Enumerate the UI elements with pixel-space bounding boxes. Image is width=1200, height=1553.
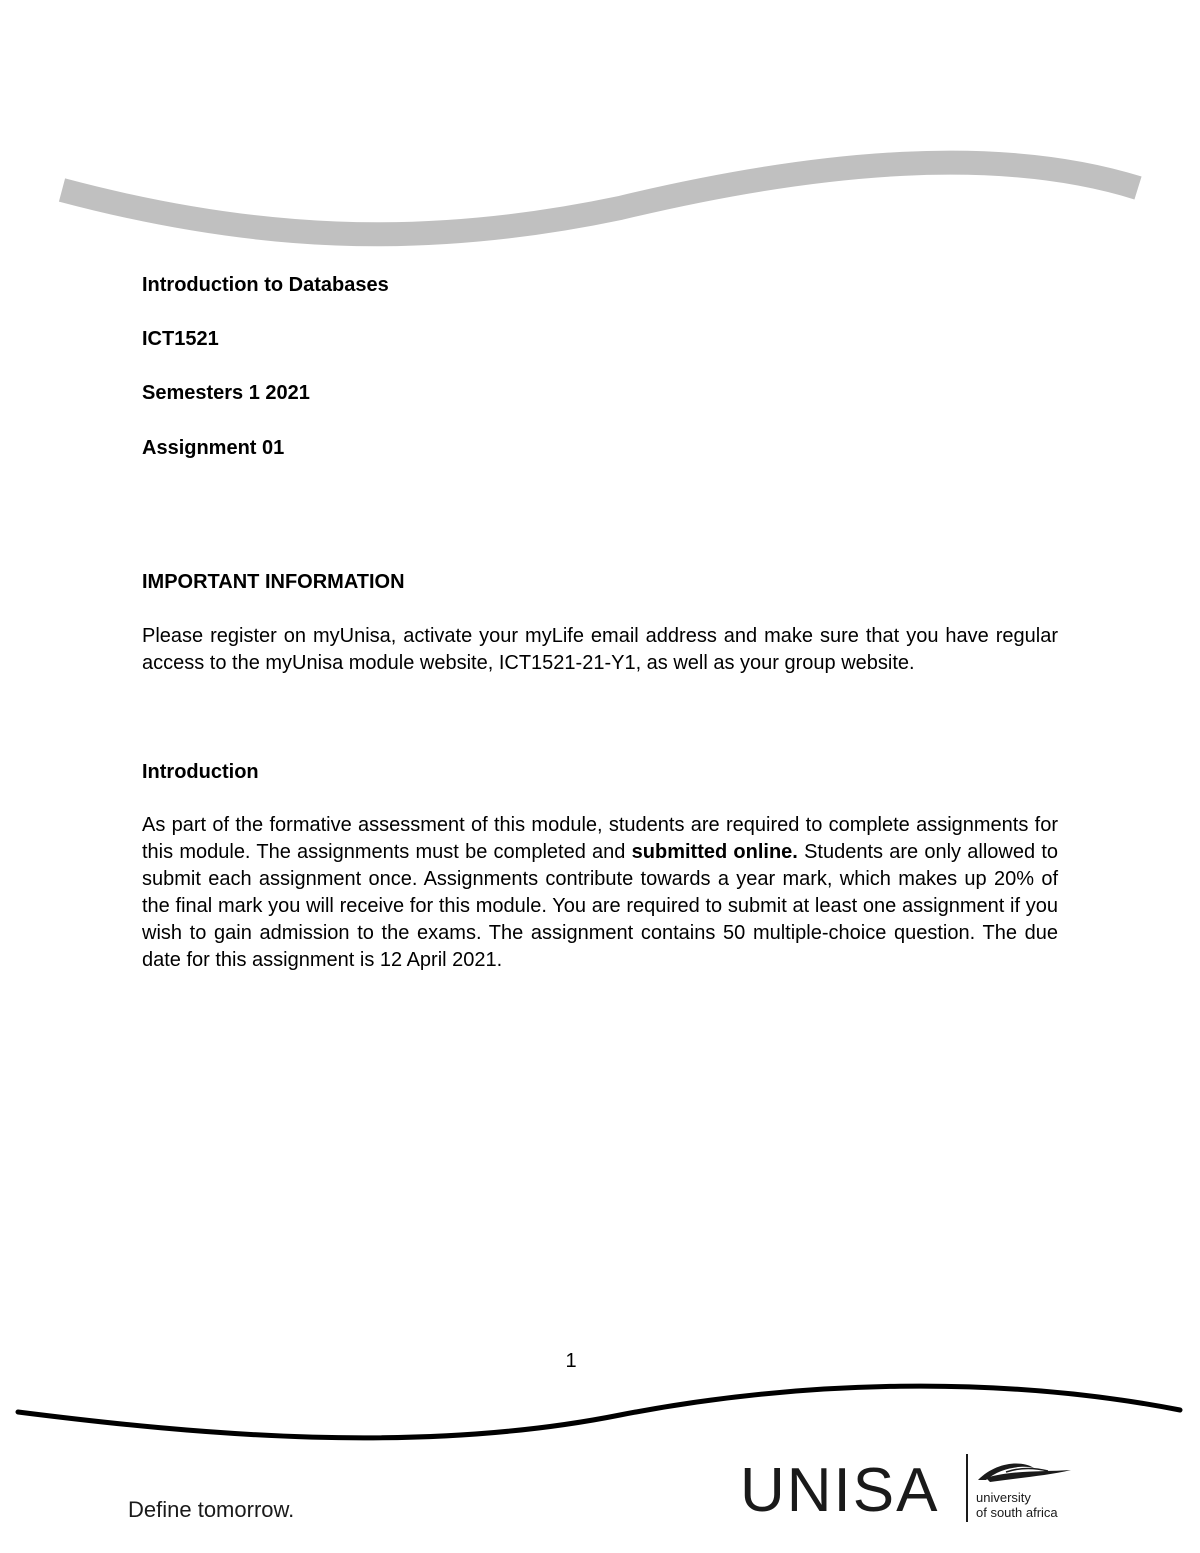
logo-divider [966, 1454, 968, 1522]
logo-subtitle-line1: university [976, 1490, 1031, 1505]
top-wave-decoration [0, 130, 1200, 260]
page-number: 1 [565, 1350, 577, 1372]
important-info-heading: IMPORTANT INFORMATION [142, 571, 405, 593]
introduction-text-part2: Students are only allowed to submit each assignment once. Assignments contribute towards a year mark, which makes up 20% of the final mark you will receive for this module. You are required to submit at least one assignment if you wish to gain admission to the exams. The assignment contains 50 multiple-choice question. The due date for this assignment is 12 April 2021. [142, 841, 1058, 971]
bottom-wave-decoration [0, 1360, 1200, 1460]
introduction-text [142, 812, 1058, 974]
introduction-text-bold: submitted online. [631, 841, 798, 863]
semester-label: Semesters 1 2021 [142, 382, 310, 404]
logo-subtitle-line2: of south africa [976, 1505, 1058, 1520]
module-code: ICT1521 [142, 328, 219, 350]
important-info-text: Please register on myUnisa, activate your myLife email address and make sure that you have regular access to the myUnisa module website, ICT1521-21-Y1, as well as your group website. [142, 625, 1058, 674]
logo-bird-icon [976, 1458, 1076, 1486]
introduction-heading: Introduction [142, 761, 259, 783]
introduction-text-part1: As part of the formative assessment of this module, students are required to complete assignments for this module. The assignments must be completed and [142, 814, 1058, 863]
unisa-logo [740, 1450, 1090, 1530]
tagline: Define tomorrow. [128, 1497, 295, 1522]
document-title: Introduction to Databases [142, 274, 389, 296]
logo-wordmark: UNISA [740, 1456, 940, 1525]
assignment-label: Assignment 01 [142, 437, 285, 459]
